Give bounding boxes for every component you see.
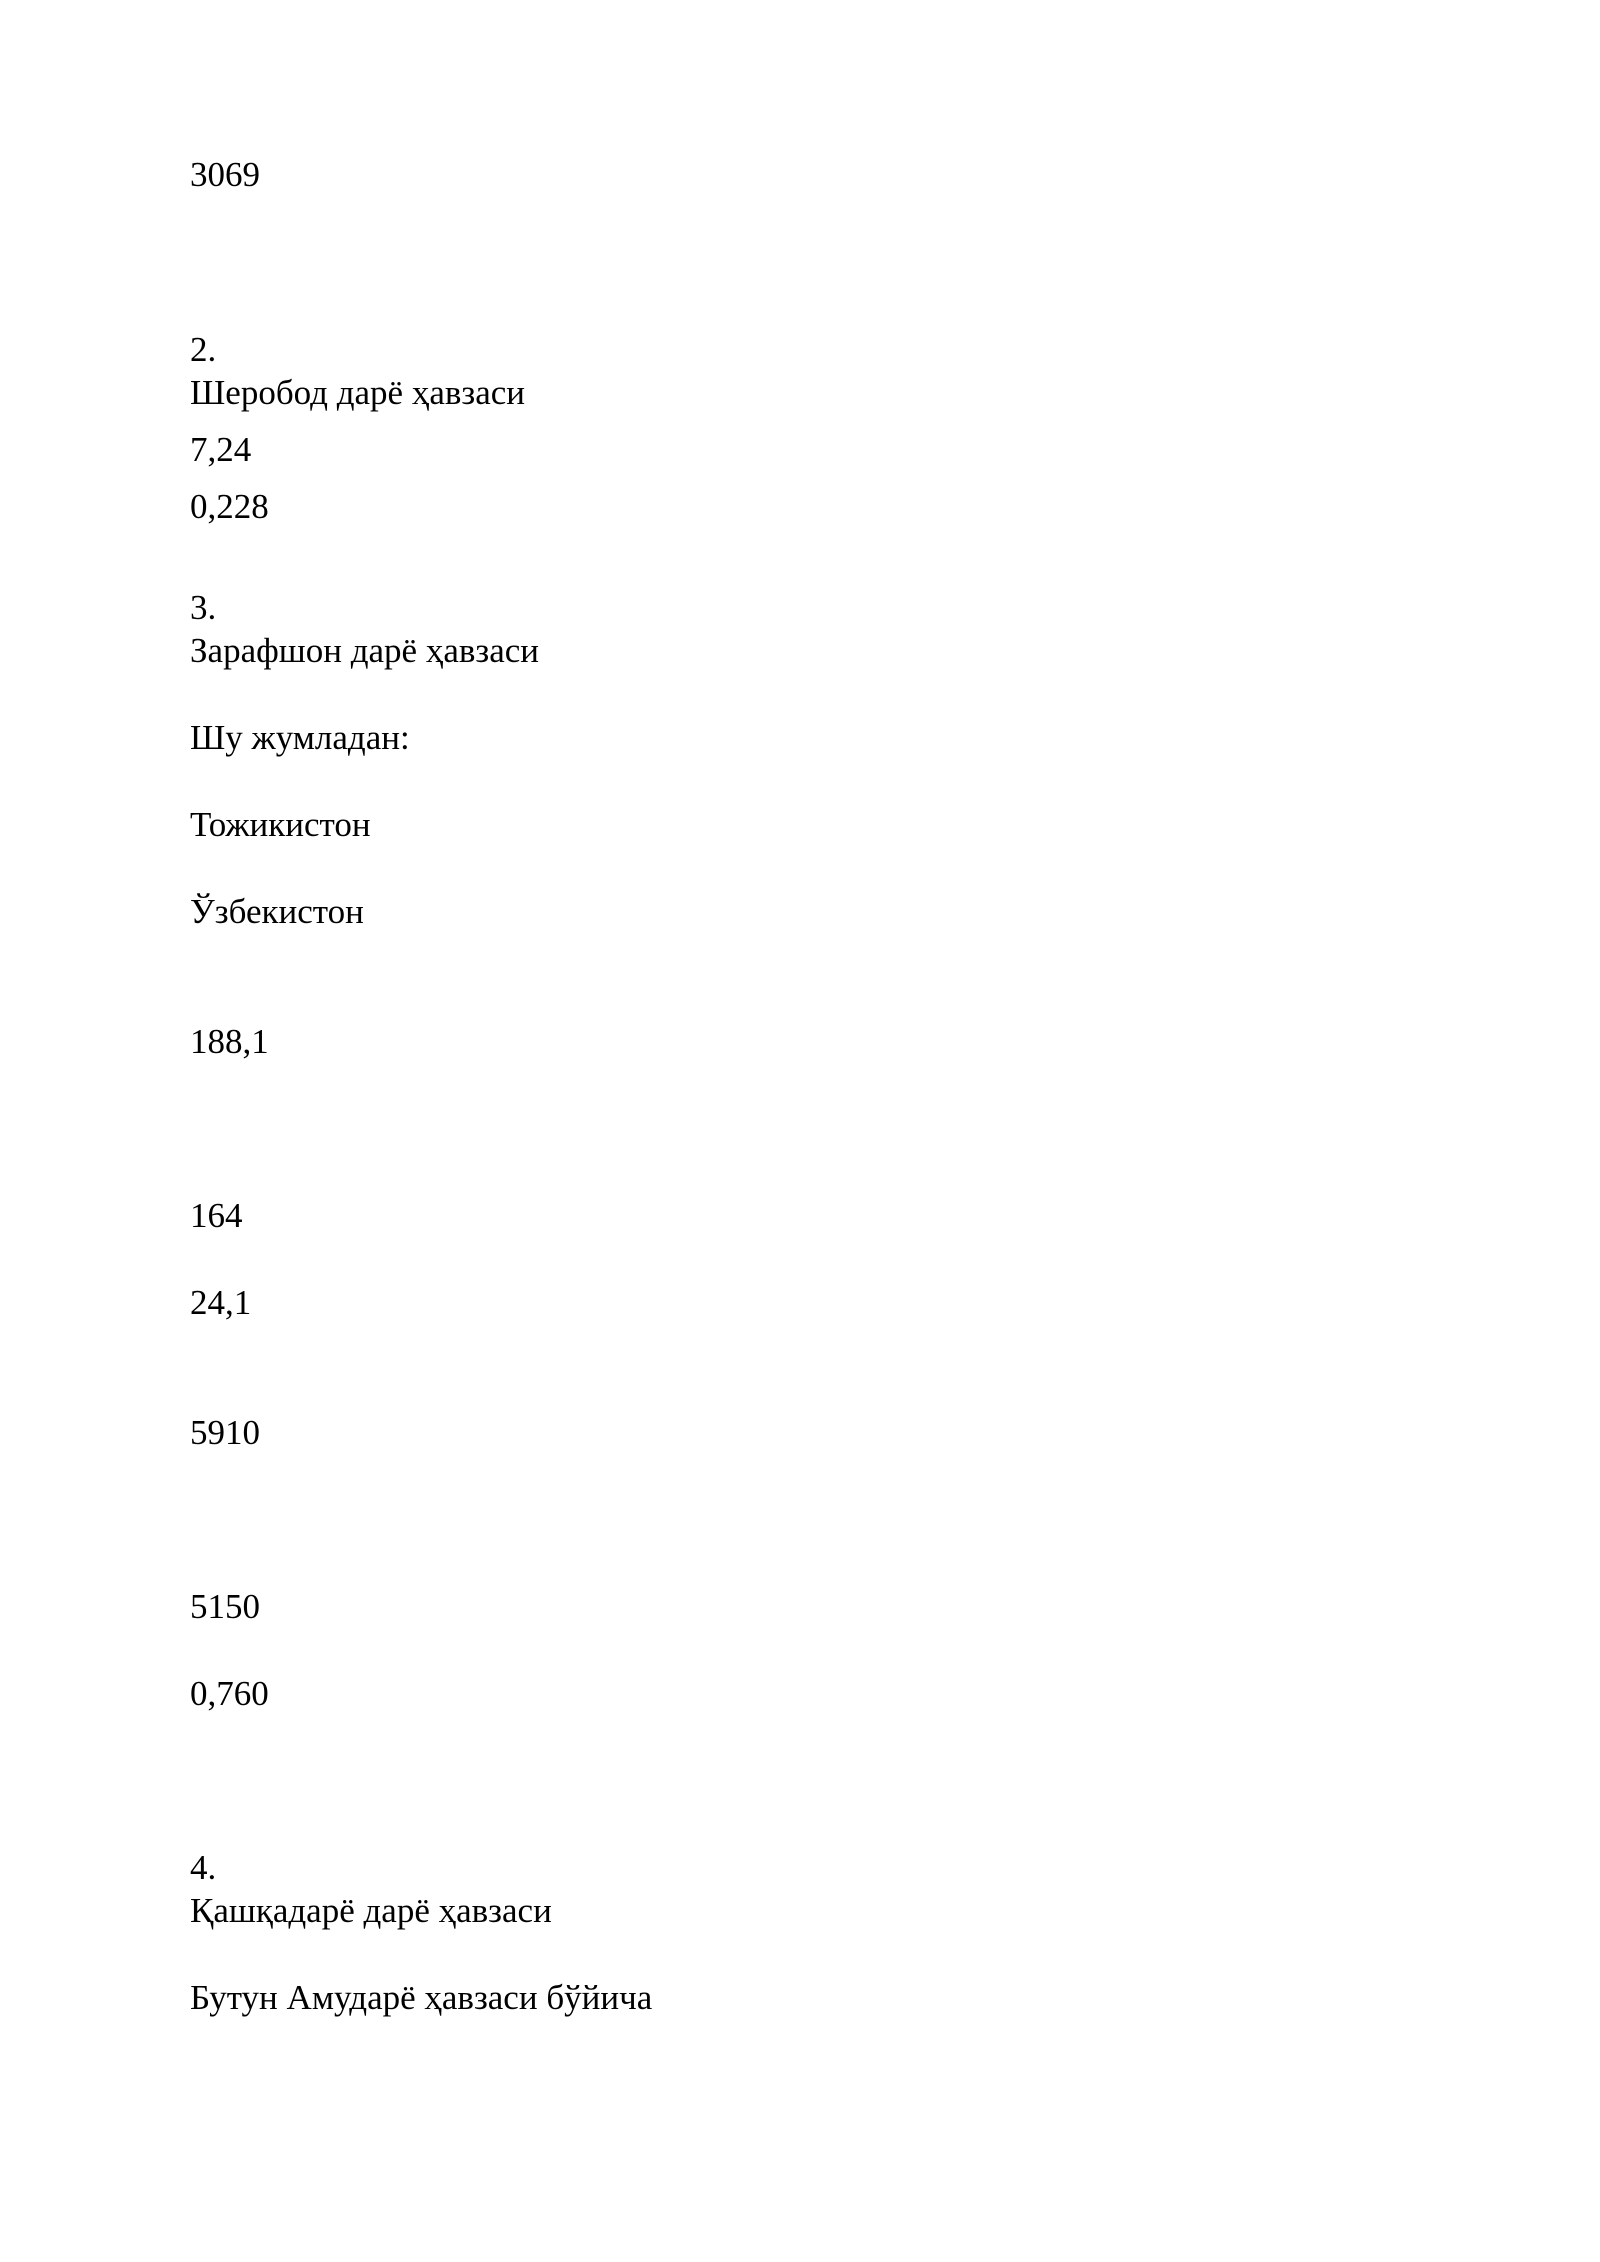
section-number: 4. (190, 1848, 217, 1887)
section-number: 2. (190, 330, 217, 369)
text-line: 3069 (190, 155, 260, 194)
text-line: Тожикистон (190, 805, 371, 844)
text-line: 0,760 (190, 1674, 269, 1713)
text-line: 164 (190, 1196, 243, 1235)
text-line: 188,1 (190, 1022, 269, 1061)
text-line: 0,228 (190, 487, 269, 526)
text-line: Бутун Амударё ҳавзаси бўйича (190, 1978, 653, 2017)
section-title: Қашқадарё дарё ҳавзаси (190, 1891, 552, 1930)
text-line: Ўзбекистон (190, 892, 364, 931)
section-title: Шеробод дарё ҳавзаси (190, 373, 526, 412)
text-line: 5910 (190, 1413, 260, 1452)
section-number: 3. (190, 588, 217, 627)
text-line: 7,24 (190, 430, 252, 469)
section-title: Зарафшон дарё ҳавзаси (190, 631, 540, 670)
text-line: Шу жумладан: (190, 718, 410, 757)
text-line: 24,1 (190, 1283, 252, 1322)
text-line: 5150 (190, 1587, 260, 1626)
